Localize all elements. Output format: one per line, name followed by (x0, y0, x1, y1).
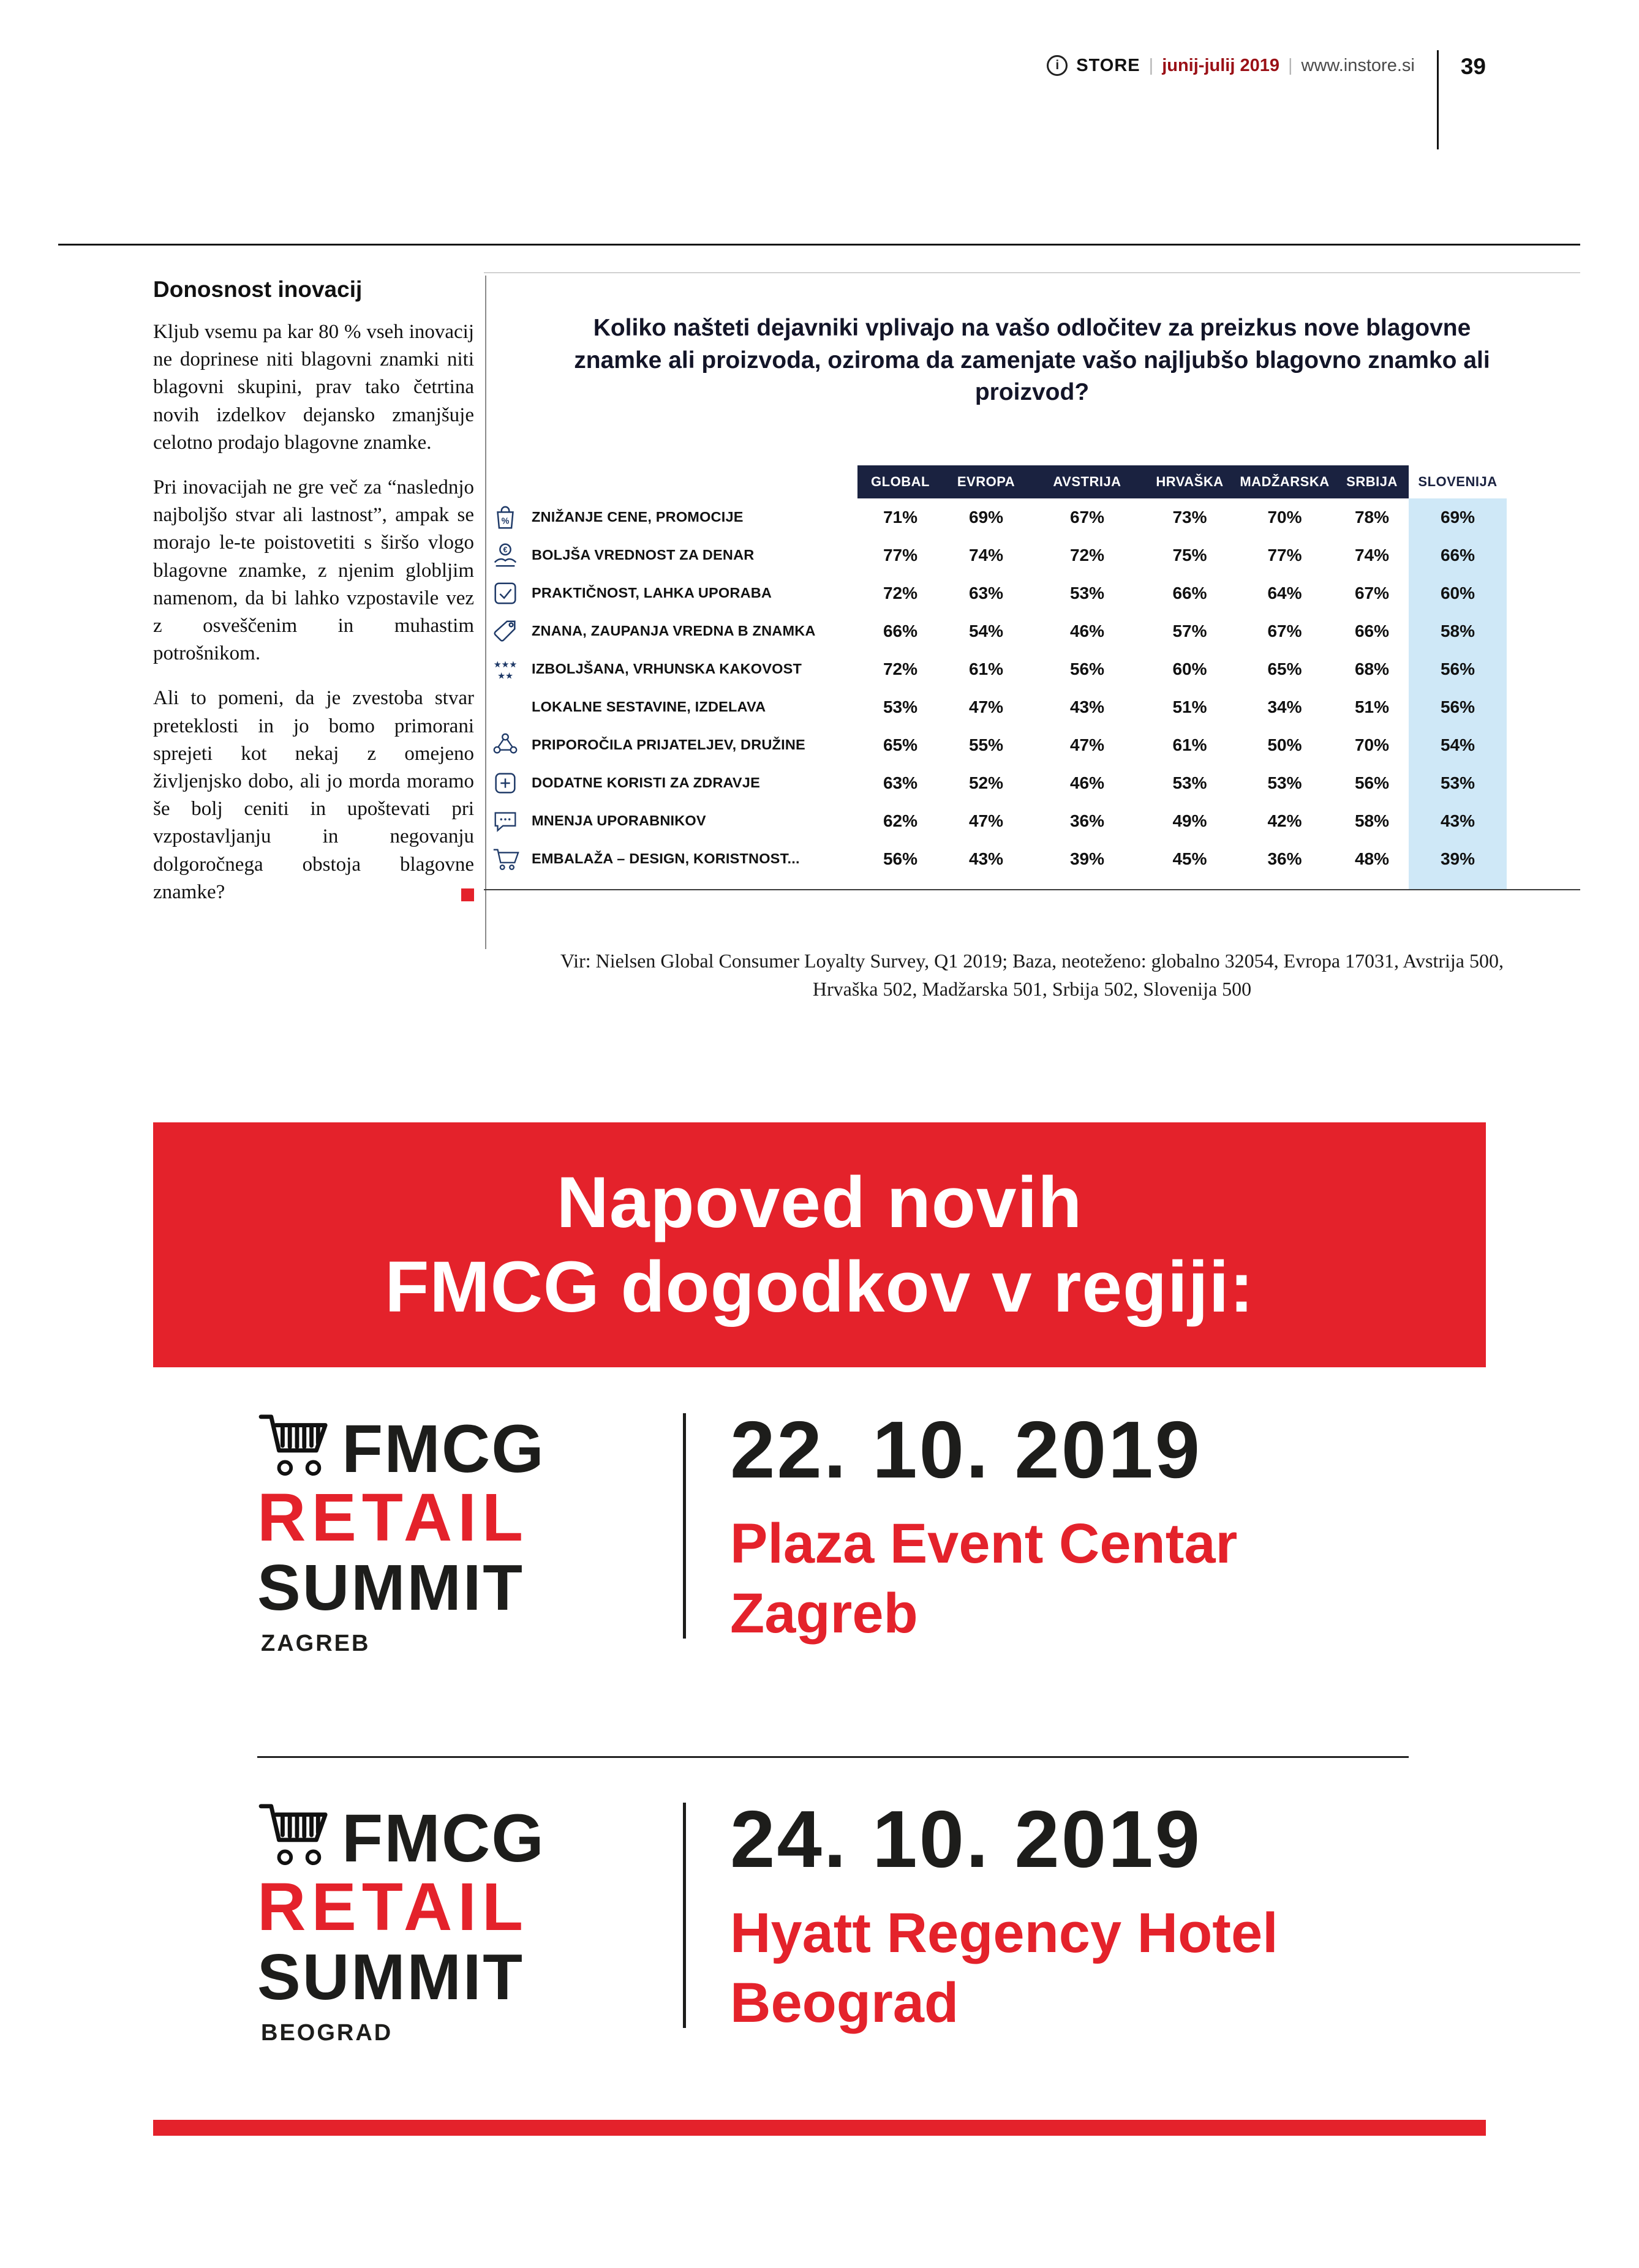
value-slovenija: 54% (1409, 726, 1507, 764)
event-venue: Hyatt Regency Hotel (730, 1902, 1278, 1964)
value-avstrija: 39% (1069, 849, 1105, 868)
value-slovenija: 56% (1409, 688, 1507, 726)
value-hrvaska: 45% (1172, 849, 1207, 868)
factor-label: DODATNE KORISTI ZA ZDRAVJE (532, 775, 760, 791)
event-zagreb (257, 1405, 1238, 1657)
banner-line-2: FMCG dogodkov v regiji: (385, 1247, 1254, 1327)
events-divider-rule (257, 1756, 1409, 1758)
value-evropa: 52% (968, 773, 1004, 792)
value-evropa: 63% (968, 583, 1004, 603)
value-evropa: 43% (968, 849, 1004, 868)
table-row (484, 498, 1507, 536)
stars-icon (491, 655, 519, 683)
value-madzarska: 64% (1267, 583, 1302, 603)
logo-retail: RETAIL (257, 1480, 529, 1555)
header-meta (1047, 50, 1415, 76)
value-evropa: 47% (968, 811, 1004, 830)
value-hrvaska: 61% (1172, 735, 1207, 754)
article-title: Donosnost inovacij (153, 277, 363, 302)
value-madzarska: 50% (1267, 735, 1302, 754)
article-paragraph: Kljub vsemu pa kar 80 % vseh inovacij ne doprinese niti blagovni znamki niti blagovni skupini, prav tako četrtina novih izdelkov dejansko zmanjšuje celotno prodajo blagovne znamke. (153, 321, 474, 454)
events-banner (153, 1122, 1486, 1367)
value-evropa: 54% (968, 621, 1004, 640)
value-madzarska: 42% (1267, 811, 1302, 830)
event-venue: Plaza Event Centar (730, 1512, 1238, 1575)
value-avstrija: 46% (1069, 773, 1105, 792)
value-avstrija: 47% (1069, 735, 1105, 754)
event-date: 22. 10. 2019 (730, 1405, 1202, 1495)
value-srbija: 58% (1354, 811, 1390, 830)
chart-top-rule (484, 272, 1580, 273)
chart-bottom-rule (484, 889, 1580, 890)
column-header-4: HRVAŠKA (1145, 465, 1234, 498)
table-row (484, 840, 1507, 878)
table-row (484, 802, 1507, 840)
fmcg-retail-summit-logo (257, 1410, 658, 1657)
event-divider (683, 1803, 686, 2028)
svg-text:%: % (501, 516, 510, 527)
factors-chart (484, 272, 1580, 1004)
value-slovenija: 69% (1409, 498, 1507, 536)
logo-city: BEOGRAD (261, 2020, 393, 2046)
health-plus-icon (491, 769, 519, 797)
value-slovenija: 53% (1409, 764, 1507, 802)
logo-fmcg: FMCG (342, 1800, 545, 1876)
column-header-3: AVSTRIJA (1029, 465, 1145, 498)
article-column (153, 277, 474, 923)
value-evropa: 55% (968, 735, 1004, 754)
value-srbija: 67% (1354, 583, 1390, 603)
value-madzarska: 36% (1267, 849, 1302, 868)
svg-text:★★★: ★★★ (493, 660, 518, 670)
logo-fmcg: FMCG (342, 1411, 545, 1487)
value-global: 71% (883, 507, 918, 527)
event-venue-city: Zagreb (730, 1582, 918, 1645)
value-srbija: 68% (1354, 659, 1390, 678)
article-end-mark (461, 888, 474, 901)
value-avstrija: 67% (1069, 507, 1105, 527)
bottom-red-bar (153, 2120, 1486, 2136)
value-srbija: 74% (1354, 545, 1390, 565)
table-row (484, 764, 1507, 802)
value-srbija: 70% (1354, 735, 1390, 754)
separator: | (1287, 55, 1293, 75)
value-global: 53% (883, 697, 918, 716)
chart-title: Koliko našteti dejavniki vplivajo na vašo odločitev za preizkus nove blagovne znamke ali proizvoda, oziroma da zamenjate vašo najljubšo blagovno znamko ali proizvod? (574, 315, 1490, 406)
factor-label: EMBALAŽA – DESIGN, KORISTNOST... (532, 850, 800, 867)
page-header (1047, 50, 1486, 149)
value-srbija: 56% (1354, 773, 1390, 792)
value-slovenija: 60% (1409, 574, 1507, 612)
logo-summit: SUMMIT (257, 1941, 525, 2014)
column-header-7: SLOVENIJA (1409, 465, 1507, 498)
value-avstrija: 53% (1069, 583, 1105, 603)
event-info (730, 1405, 1238, 1648)
value-evropa: 61% (968, 659, 1004, 678)
value-global: 77% (883, 545, 918, 565)
factor-label: PRAKTIČNOST, LAHKA UPORABA (532, 585, 772, 601)
value-slovenija: 66% (1409, 536, 1507, 574)
value-global: 72% (883, 583, 918, 603)
svg-text:€: € (503, 546, 508, 555)
value-srbija: 78% (1354, 507, 1390, 527)
header-divider (1437, 50, 1439, 149)
table-row (484, 688, 1507, 726)
article-paragraph: Pri inovacijah ne gre več za “naslednjo najboljšo stvar ali lastnost”, ampak se morajo le-te poistovetiti s širšo vlogo blagovne znamke, z njenim globljim namenom, da bi lahko vzpostavile vez z osveščenim in muhastim potrošnikom. (153, 476, 474, 665)
value-madzarska: 77% (1267, 545, 1302, 565)
value-hrvaska: 73% (1172, 507, 1207, 527)
tag-icon (491, 617, 519, 645)
article-paragraph (153, 685, 474, 906)
table-row (484, 574, 1507, 612)
factor-label: MNENJA UPORABNIKOV (532, 813, 706, 829)
svg-text:★★: ★★ (497, 671, 513, 682)
value-hrvaska: 66% (1172, 583, 1207, 603)
value-hrvaska: 51% (1172, 697, 1207, 716)
check-icon (491, 579, 519, 607)
factor-label: ZNANA, ZAUPANJA VREDNA B ZNAMKA (532, 623, 816, 639)
shopping-cart-icon (257, 1799, 336, 1869)
value-hrvaska: 75% (1172, 545, 1207, 565)
table-row (484, 650, 1507, 688)
top-rule (58, 244, 1580, 246)
fmcg-retail-summit-logo (257, 1799, 658, 2046)
value-srbija: 48% (1354, 849, 1390, 868)
value-madzarska: 34% (1267, 697, 1302, 716)
event-venue-city: Beograd (730, 1972, 959, 2035)
value-madzarska: 70% (1267, 507, 1302, 527)
separator: | (1148, 55, 1154, 75)
logo-summit: SUMMIT (257, 1552, 525, 1624)
issue-date: junij-julij 2019 (1162, 55, 1279, 75)
value-slovenija: 39% (1409, 840, 1507, 878)
event-divider (683, 1413, 686, 1639)
value-slovenija: 56% (1409, 650, 1507, 688)
instore-logo-icon: i (1047, 55, 1068, 76)
table-row (484, 612, 1507, 650)
table-row (484, 726, 1507, 764)
value-slovenija: 58% (1409, 612, 1507, 650)
article-paragraph-text: Ali to pomeni, da je zvestoba stvar preteklosti in jo bomo primorani sprejeti kot nekaj z omejeno življenjsko dobo, ali jo morda moramo še bolj ceniti in upoštevati pri vzpostavljanju in negovanju dolgoročnega obstoja blagovne znamke? (153, 687, 474, 903)
factor-label: LOKALNE SESTAVINE, IZDELAVA (532, 699, 766, 715)
shopping-cart-icon (257, 1410, 336, 1480)
chart-source: Vir: Nielsen Global Consumer Loyalty Survey, Q1 2019; Baza, neoteženo: globalno 32054, Evropa 17031, Avstrija 500, Hrvaška 502, Madžarska 501, Srbija 502, Slovenija 500 (560, 949, 1504, 1001)
factor-label: BOLJŠA VREDNOST ZA DENAR (532, 547, 755, 563)
event-info (730, 1794, 1278, 2038)
column-header-2: EVROPA (943, 465, 1029, 498)
value-global: 72% (883, 659, 918, 678)
value-global: 65% (883, 735, 918, 754)
value-madzarska: 65% (1267, 659, 1302, 678)
factor-label: PRIPOROČILA PRIJATELJEV, DRUŽINE (532, 737, 805, 753)
column-header-5: MADŽARSKA (1234, 465, 1335, 498)
factor-label: IZBOLJŠANA, VRHUNSKA KAKOVOST (532, 661, 802, 677)
value-madzarska: 67% (1267, 621, 1302, 640)
value-hrvaska: 49% (1172, 811, 1207, 830)
value-hrvaska: 53% (1172, 773, 1207, 792)
value-avstrija: 72% (1069, 545, 1105, 565)
value-evropa: 74% (968, 545, 1004, 565)
banner-line-1: Napoved novih (556, 1162, 1083, 1243)
column-header-6: SRBIJA (1335, 465, 1409, 498)
chat-icon (491, 807, 519, 835)
factor-label: ZNIŽANJE CENE, PROMOCIJE (532, 509, 744, 525)
money-hand-icon (491, 541, 519, 569)
factors-table (484, 465, 1507, 889)
value-srbija: 66% (1354, 621, 1390, 640)
value-global: 63% (883, 773, 918, 792)
value-avstrija: 46% (1069, 621, 1105, 640)
logo-retail: RETAIL (257, 1869, 529, 1945)
value-hrvaska: 57% (1172, 621, 1207, 640)
value-evropa: 47% (968, 697, 1004, 716)
value-srbija: 51% (1354, 697, 1390, 716)
event-beograd (257, 1794, 1278, 2046)
value-madzarska: 53% (1267, 773, 1302, 792)
value-global: 66% (883, 621, 918, 640)
value-avstrija: 56% (1069, 659, 1105, 678)
table-header-row (484, 465, 1507, 498)
people-icon (491, 731, 519, 759)
slovenija-highlight-tail (484, 878, 1507, 889)
column-header-1: GLOBAL (857, 465, 943, 498)
event-date: 24. 10. 2019 (730, 1794, 1202, 1884)
brand-name: STORE (1076, 55, 1140, 75)
value-slovenija: 43% (1409, 802, 1507, 840)
no-icon (491, 693, 519, 721)
value-hrvaska: 60% (1172, 659, 1207, 678)
value-avstrija: 36% (1069, 811, 1105, 830)
value-evropa: 69% (968, 507, 1004, 527)
factors-table-body (484, 498, 1507, 878)
page-number: 39 (1460, 54, 1486, 79)
value-global: 56% (883, 849, 918, 868)
logo-city: ZAGREB (261, 1631, 371, 1657)
bag-percent-icon (491, 503, 519, 531)
website-link[interactable]: www.instore.si (1301, 55, 1415, 75)
value-global: 62% (883, 811, 918, 830)
cart-icon (491, 845, 519, 873)
value-avstrija: 43% (1069, 697, 1105, 716)
table-row (484, 536, 1507, 574)
